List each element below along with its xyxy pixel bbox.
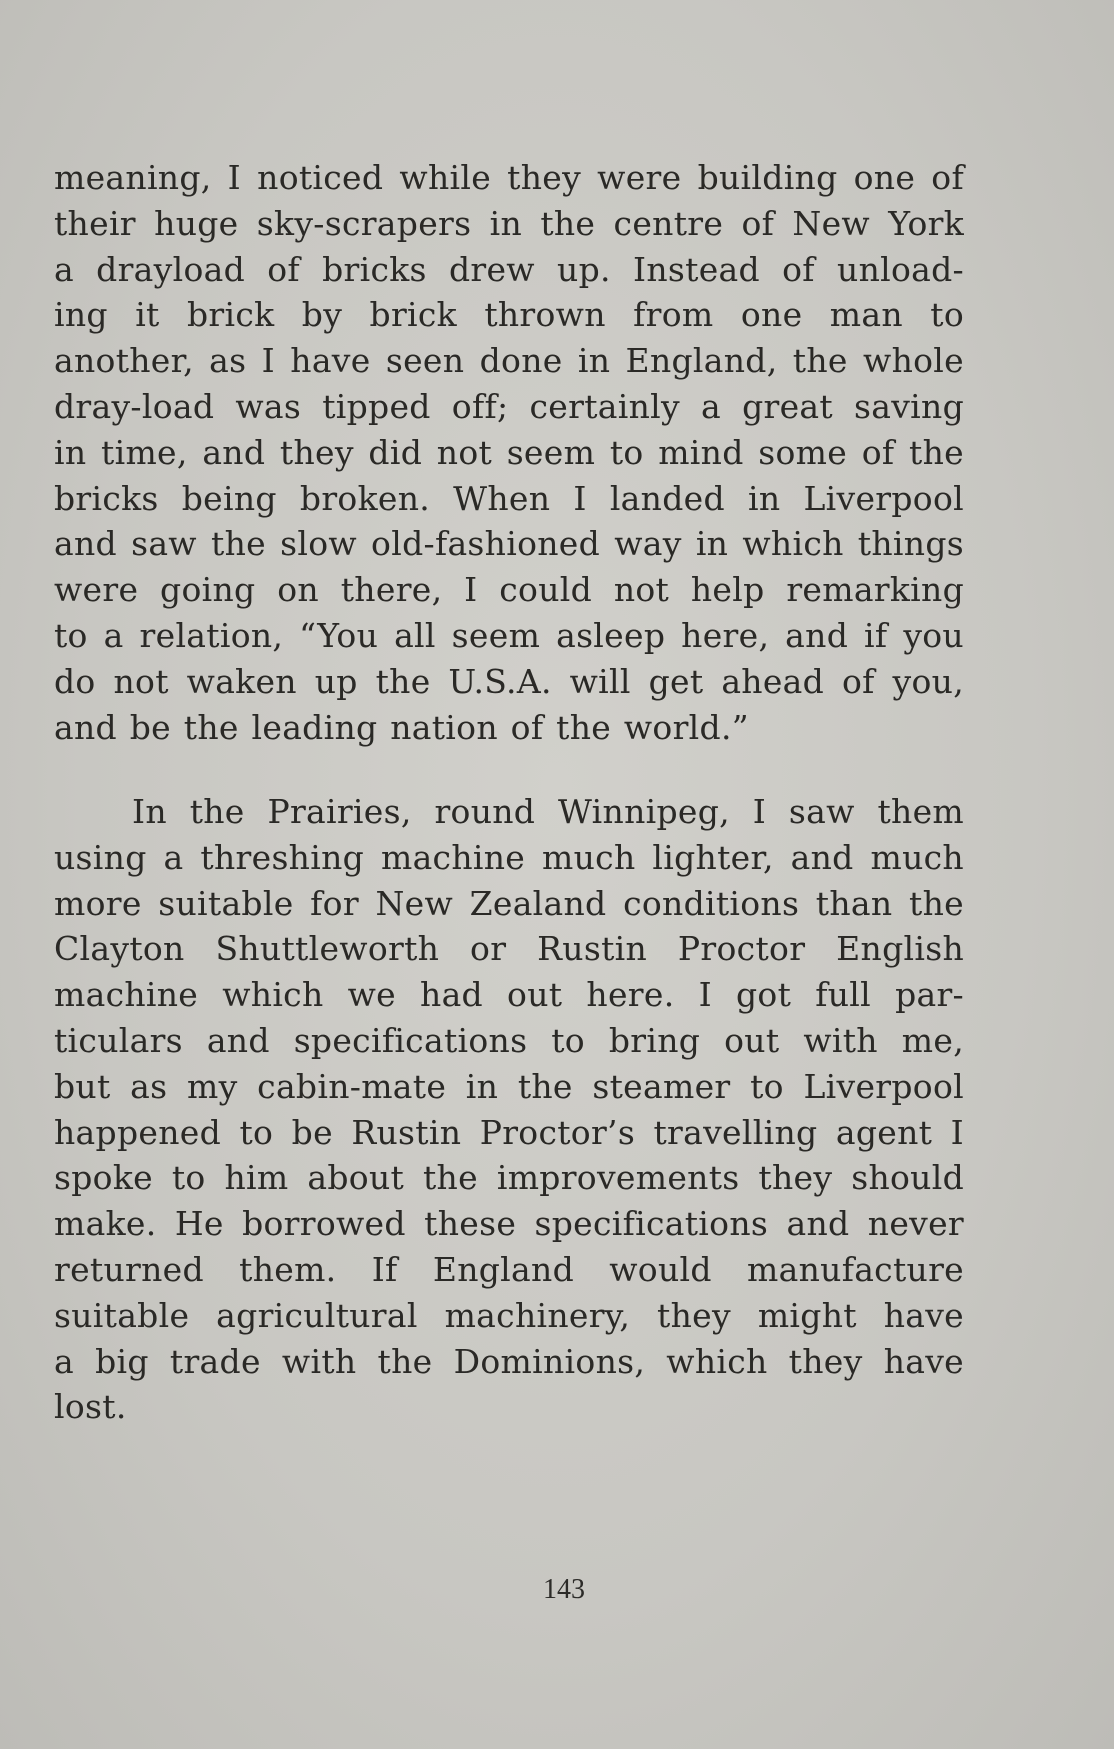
text-line: another, as I have seen done in England, the whole (54, 341, 964, 381)
text-line: suitable agricultural machinery, they might have (54, 1295, 964, 1335)
text-line: a drayload of bricks drew up. Instead of unload- (54, 249, 964, 289)
text-line: bricks being broken. When I landed in Liverpool (54, 478, 964, 518)
text-line: more suitable for New Zealand conditions than the (54, 883, 964, 923)
text-line: dray-load was tipped off; certainly a great saving (54, 386, 964, 426)
text-line: happened to be Rustin Proctor’s travelling agent I (54, 1112, 964, 1152)
text-line: but as my cabin-mate in the steamer to Liverpool (54, 1066, 964, 1106)
text-line: In the Prairies, round Winnipeg, I saw them (132, 792, 964, 831)
text-line: were going on there, I could not help remarking (54, 570, 964, 610)
text-line: make. He borrowed these specifications and never (54, 1204, 964, 1244)
text-line: machine which we had out here. I got full par- (54, 975, 964, 1015)
text-line: a big trade with the Dominions, which they have (54, 1341, 964, 1381)
text-line: in time, and they did not seem to mind some of the (54, 432, 964, 472)
text-line: lost. (54, 1387, 127, 1427)
paragraph-1 (54, 155, 964, 750)
text-line: and saw the slow old-fashioned way in which things (54, 524, 964, 564)
page-number: 143 (543, 1574, 585, 1605)
text-line: ticulars and specifications to bring out with me, (54, 1020, 964, 1060)
text-line: spoke to him about the improvements they should (54, 1158, 964, 1198)
text-line: meaning, I noticed while they were building one of (54, 158, 964, 197)
text-line: and be the leading nation of the world.” (54, 707, 749, 747)
text-line: Clayton Shuttleworth or Rustin Proctor English (54, 929, 964, 969)
paragraph-2 (54, 789, 964, 1430)
text-line: returned them. If England would manufacture (54, 1249, 964, 1289)
text-line: their huge sky-scrapers in the centre of New York (54, 203, 964, 243)
text-line: ing it brick by brick thrown from one man to (54, 295, 964, 335)
text-line: do not waken up the U.S.A. will get ahead of you, (54, 661, 964, 701)
text-line: using a threshing machine much lighter, and much (54, 837, 964, 877)
text-line: to a relation, “You all seem asleep here, and if you (54, 615, 964, 655)
